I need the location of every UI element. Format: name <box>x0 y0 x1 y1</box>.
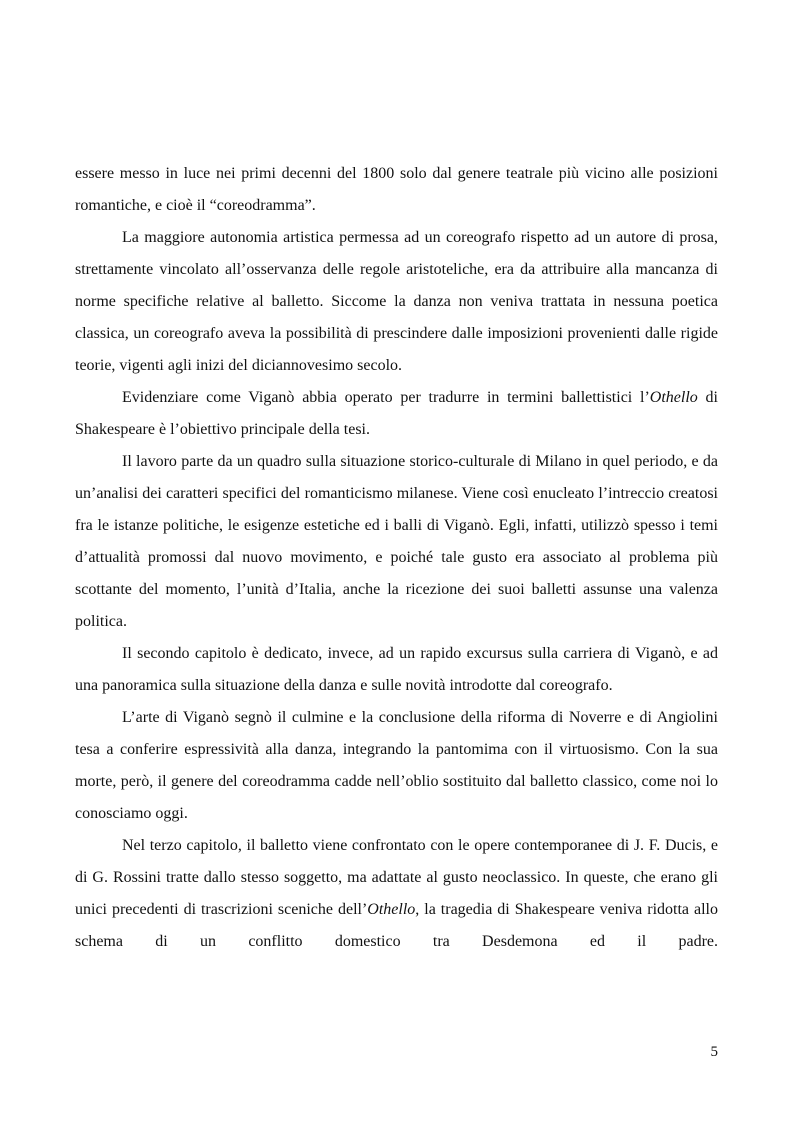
paragraph-1-text: essere messo in luce nei primi decenni del 1800 solo dal genere teatrale più vicino alle posizioni romantiche, e cioè il “coreodramma”. <box>75 165 718 214</box>
paragraph-6 <box>75 702 718 830</box>
paragraph-7-text-b: , la tragedia di Shakespeare veniva ridotta allo schema di un conflitto domestico tra Desdemona ed il padre. <box>75 901 718 950</box>
paragraph-1 <box>75 158 718 222</box>
paragraph-3-text-b: di Shakespeare è l’obiettivo principale della tesi. <box>75 389 718 438</box>
paragraph-2 <box>75 222 718 382</box>
paragraph-5-text: Il secondo capitolo è dedicato, invece, ad un rapido excursus sulla carriera di Viganò, e ad una panoramica sulla situazione della danza e sulle novità introdotte dal coreografo. <box>75 645 718 694</box>
paragraph-2-text: La maggiore autonomia artistica permessa ad un coreografo rispetto ad un autore di prosa, strettamente vincolato all’osservanza delle regole aristoteliche, era da attribuire alla mancanza di norme specifiche relative al balletto. Siccome la danza non veniva trattata in nessuna poetica classica, un coreografo aveva la possibilità di prescindere dalle imposizioni provenienti dalle rigide teorie, vigenti agli inizi del diciannovesimo secolo. <box>75 229 718 374</box>
paragraph-6-text: L’arte di Viganò segnò il culmine e la conclusione della riforma di Noverre e di Angiolini tesa a conferire espressività alla danza, integrando la pantomima con il virtuosismo. Con la sua morte, però, il genere del coreodramma cadde nell’oblio sostituito dal balletto classico, come noi lo conosciamo oggi. <box>75 709 718 822</box>
paragraph-3 <box>75 382 718 446</box>
othello-title: Othello <box>367 901 416 918</box>
paragraph-7-text-a: Nel terzo capitolo, il balletto viene confrontato con le opere contemporanee di J. F. Ducis, e di G. Rossini tratte dallo stesso soggetto, ma adattate al gusto neoclassico. In queste, che erano gli unici precedenti di trascrizioni sceniche dell’ <box>75 837 718 918</box>
paragraph-4-text: Il lavoro parte da un quadro sulla situazione storico-culturale di Milano in quel periodo, e da un’analisi dei caratteri specifici del romanticismo milanese. Viene così enucleato l’intreccio creatosi fra le istanze politiche, le esigenze estetiche ed i balli di Viganò. Egli, infatti, utilizzò spesso i temi d’attualità promossi dal nuovo movimento, e poiché tale gusto era associato al problema più scottante del momento, l’unità d’Italia, anche la ricezione dei suoi balletti assunse una valenza politica. <box>75 453 718 630</box>
page-number: 5 <box>710 1044 718 1060</box>
body-text <box>75 158 718 958</box>
paragraph-3-text-a: Evidenziare come Viganò abbia operato per tradurre in termini ballettistici l’ <box>122 389 650 406</box>
paragraph-5 <box>75 638 718 702</box>
othello-title: Othello <box>649 389 698 406</box>
paragraph-7 <box>75 830 718 958</box>
paragraph-4 <box>75 446 718 638</box>
